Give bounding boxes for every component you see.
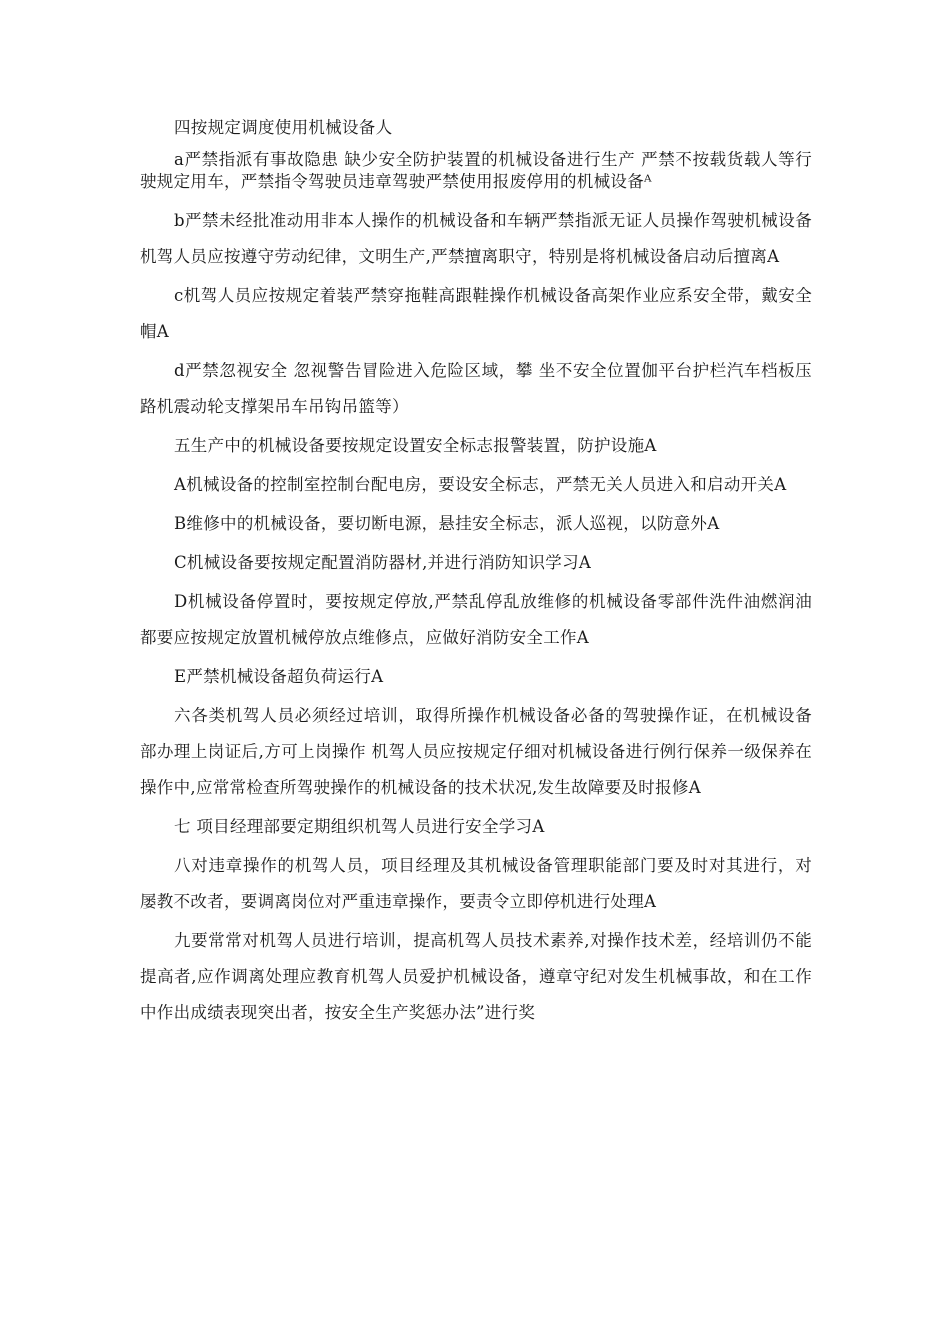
paragraph-item-C: C机械设备要按规定配置消防器材,并进行消防知识学习A: [174, 553, 592, 572]
paragraph-item-A: A机械设备的控制室控制台配电房，要设安全标志，严禁无关人员进入和启动开关A: [174, 475, 787, 494]
paragraph-heading-7: 七 项目经理部要定期组织机驾人员进行安全学习A: [174, 817, 545, 836]
paragraph-heading-6: 六各类机驾人员必须经过培训，取得所操作机械设备必备的驾驶操作证，在机械设备部办理上岗证后,方可上岗操作 机驾人员应按规定仔细对机械设备进行例行保养一级保养在操作中,应常常检查所驾驶操作的机械设备的技术状况,发生故障要及时报修A: [140, 706, 812, 797]
paragraph-item-D: D机械设备停置时，要按规定停放,严禁乱停乱放维修的机械设备零部件洗件油燃润油都要应按规定放置机械停放点维修点，应做好消防安全工作A: [140, 592, 812, 647]
paragraph-item-b: b严禁未经批准动用非本人操作的机械设备和车辆严禁指派无证人员操作驾驶机械设备机驾人员应按遵守劳动纪律，文明生产,严禁擅离职守，特别是将机械设备启动后擅离A: [140, 211, 812, 266]
paragraph-heading-5: 五生产中的机械设备要按规定设置安全标志报警装置，防护设施A: [174, 436, 657, 455]
paragraph-heading-4: 四按规定调度使用机械设备人: [174, 118, 393, 137]
paragraph-item-B: B维修中的机械设备，要切断电源，悬挂安全标志，派人巡视，以防意外A: [174, 514, 720, 533]
paragraph-heading-9: 九要常常对机驾人员进行培训，提高机驾人员技术素养,对操作技术差，经培训仍不能提高者,应作调离处理应教育机驾人员爱护机械设备，遵章守纪对发生机械事故，和在工作中作出成绩表现突出者，按安全生产奖惩办法”进行奖: [140, 931, 812, 1022]
paragraph-item-d: d严禁忽视安全 忽视警告冒险进入危险区域，攀 坐不安全位置伽平台护栏汽车档板压路机震动轮支撑架吊车吊钩吊篮等）: [140, 361, 812, 416]
paragraph-item-E: E严禁机械设备超负荷运行A: [174, 667, 384, 686]
paragraph-heading-8: 八对违章操作的机驾人员，项目经理及其机械设备管理职能部门要及时对其进行，对屡教不改者，要调离岗位对严重违章操作，要责令立即停机进行处理A: [140, 856, 812, 911]
paragraph-item-a: a严禁指派有事故隐患 缺少安全防护装置的机械设备进行生产 严禁不按载货载人等行驶规定用车，严禁指令驾驶员违章驾驶严禁使用报废停用的机械设备ᴬ: [140, 150, 812, 191]
paragraph-item-c: c机驾人员应按规定着装严禁穿拖鞋高跟鞋操作机械设备高架作业应系安全带，戴安全帽A: [140, 286, 812, 341]
body-text: [140, 110, 812, 1031]
